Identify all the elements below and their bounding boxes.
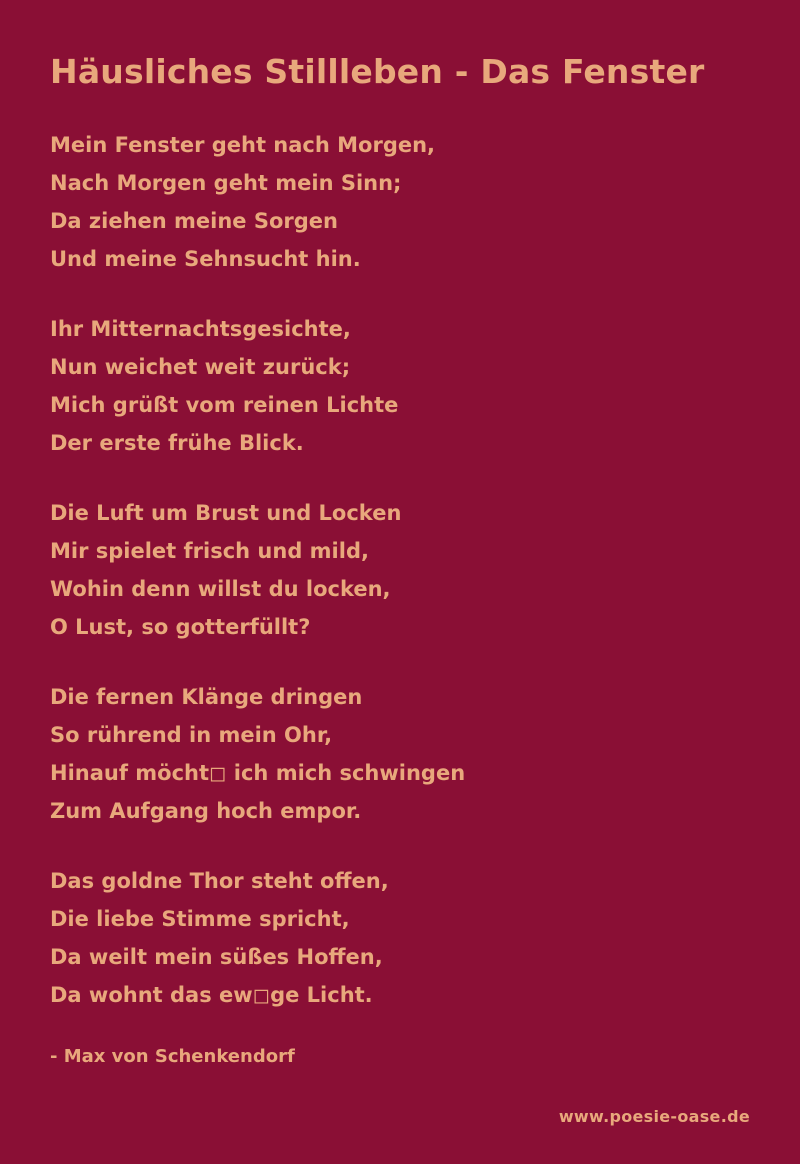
poem-line: Und meine Sehnsucht hin. xyxy=(50,246,361,271)
poem-author: - Max von Schenkendorf xyxy=(50,1045,295,1067)
poem-line: O Lust, so gotterfüllt? xyxy=(50,614,311,639)
poem-line: Das goldne Thor steht offen, xyxy=(50,868,389,893)
poem-line: Der erste frühe Blick. xyxy=(50,430,304,455)
poem-body xyxy=(50,126,750,1014)
poem-line: Da weilt mein süßes Hoffen, xyxy=(50,944,383,969)
poem-line: Hinauf möcht◻ ich mich schwingen xyxy=(50,760,466,785)
stanza xyxy=(50,862,750,1014)
poem-line: Da ziehen meine Sorgen xyxy=(50,208,338,233)
poem-line: Nun weichet weit zurück; xyxy=(50,354,351,379)
poem-line: Wohin denn willst du locken, xyxy=(50,576,391,601)
poem-line: Zum Aufgang hoch empor. xyxy=(50,798,362,823)
page-title: Häusliches Stillleben - Das Fenster xyxy=(50,52,705,91)
poem-line: Mir spielet frisch und mild, xyxy=(50,538,369,563)
poem-line: Die liebe Stimme spricht, xyxy=(50,906,350,931)
website-credit: www.poesie-oase.de xyxy=(558,1107,750,1126)
poem-line: So rührend in mein Ohr, xyxy=(50,722,333,747)
poem-line: Da wohnt das ew◻ge Licht. xyxy=(50,982,373,1007)
poem-line: Nach Morgen geht mein Sinn; xyxy=(50,170,402,195)
stanza xyxy=(50,494,750,646)
poem-line: Mich grüßt vom reinen Lichte xyxy=(50,392,399,417)
stanza xyxy=(50,678,750,830)
poem-line: Ihr Mitternachtsgesichte, xyxy=(50,316,351,341)
poem-line: Die fernen Klänge dringen xyxy=(50,684,363,709)
stanza xyxy=(50,126,750,278)
poem-line: Mein Fenster geht nach Morgen, xyxy=(50,132,436,157)
stanza xyxy=(50,310,750,462)
poem-line: Die Luft um Brust und Locken xyxy=(50,500,402,525)
